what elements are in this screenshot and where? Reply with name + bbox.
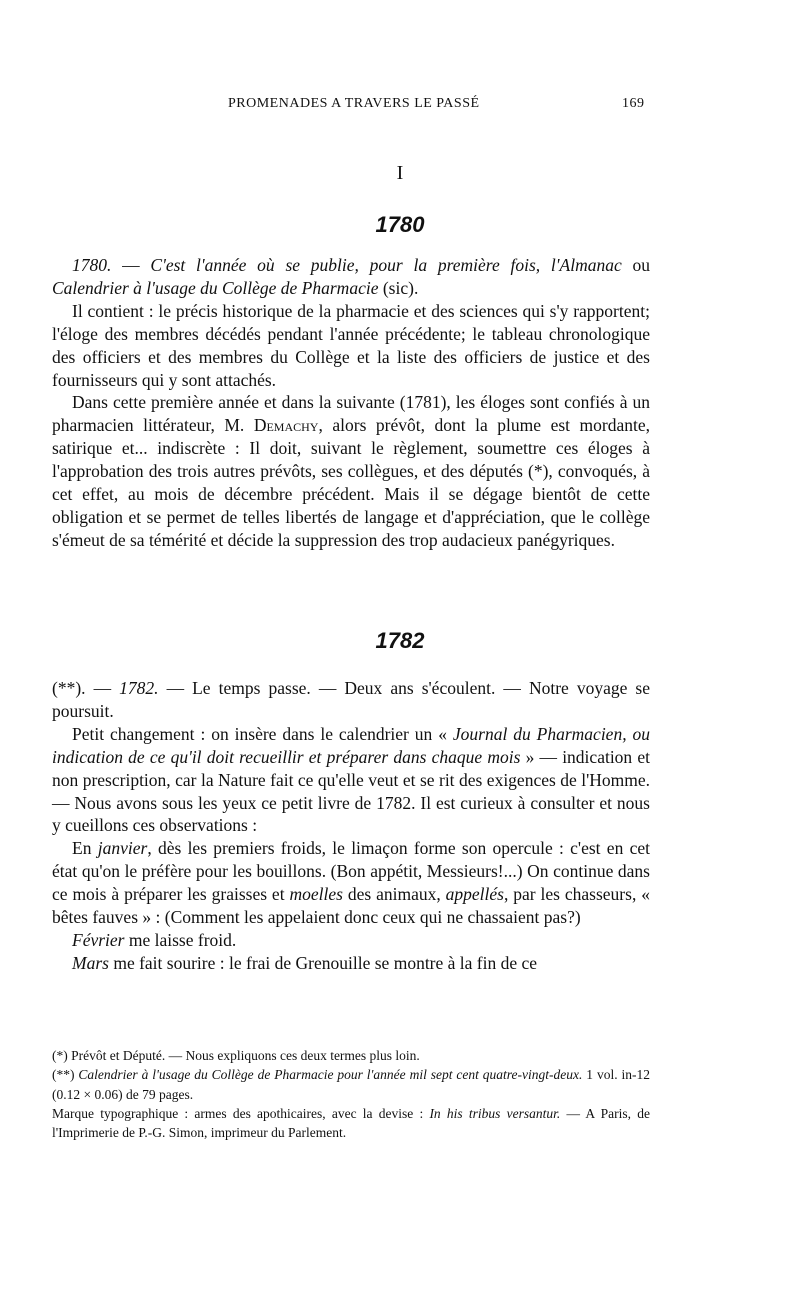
italic-text: In his tribus versantur. [429,1105,561,1121]
text: — Le temps passe. — Deux ans s'écoulent. — Notre voyage se poursuit. [52,678,651,721]
paragraph [52,952,650,975]
text: , alors prévôt, dont la plume est mordante, satirique et... indiscrète : Il doit, suivant le règlement, soumettre ces éloges à l'approbation des trois autres prévôts, ses collègues, et des députés (*), convoqués, à cet effet, au mois de décembre précédent. Mais il se dégage bientôt de cette obligation et se permet de telles libertés de langage et d'appréciation, que le collège s'émeut de sa témérité et décide la suppression des trop audacieux panégyriques. [52,415,651,550]
text: 1 vol. in-12 (0.12 × 0.06) de 79 pages. [52,1067,650,1102]
month-fevrier: Février [72,929,125,950]
italic-text: Calendrier à l'usage du Collège de Pharmacie pour l'année mil sept cent quatre-vingt-deux. [78,1067,583,1083]
text: En [72,838,98,859]
year-heading-1780: 1780 [375,212,425,237]
footnote-mark: (**). [52,678,86,698]
paragraph [52,723,650,838]
italic-year: 1782. [119,678,159,698]
text: ou [621,255,650,275]
text: , dès les premiers froids, le limaçon forme son opercule : c'est en cet état qu'on le préfère pour les bouillons. (Bon appétit, Messieurs!...) On continue dans ce mois à préparer les graisses et [52,838,650,905]
person-name: Demachy [253,415,319,436]
section-1782-body [52,677,650,975]
footnote-1: (*) Prévôt et Député. — Nous expliquons ces deux termes plus loin. [52,1048,420,1063]
italic-text: Journal du Pharmacien, ou indication de ce qu'il doit recueillir et préparer dans chaque mois [52,723,650,767]
section-number: I [396,162,404,184]
text: (sic). [378,277,419,298]
text: » — indication et non prescription, car la Nature fait ce qu'elle veut et se rit des exigences de l'Homme. — Nous avons sous les yeux ce petit livre de 1782. Il est curieux à consulter et nous y cueillons ces observations : [52,746,650,836]
footnote-mark: (**) [52,1067,79,1083]
paragraph: Il contient : le précis historique de la pharmacie et des sciences qui s'y rapportent; l'éloge des membres décédés pendant l'année précédente; le tableau chronologique des officiers et des membres du Collège et la liste des officiers de justice et des fournisseurs qui y sont attachés. [52,300,650,390]
italic-text: moelles [289,884,343,905]
paragraph [52,254,650,300]
text: Petit changement : on insère dans le calendrier un « [72,723,453,744]
footnote-2 [52,1065,650,1104]
footnotes [52,1046,650,1142]
paragraph [52,837,650,929]
italic-text: appellés [445,884,504,905]
paragraph [52,677,650,723]
italic-text: Calendrier à l'usage du Collège de Pharmacie [52,277,379,298]
text: des animaux, [342,884,446,905]
text: , par les chasseurs, « bêtes fauves » : (Comment les appelaient donc ceux qui ne chassaient pas?) [52,884,650,928]
year-heading-1782: 1782 [375,628,425,653]
italic-text: C'est l'année où se publie, pour la première fois, l'Almanac [150,255,622,275]
text: — A Paris, de l'Imprimerie de P.-G. Simon, imprimeur du Parlement. [52,1105,650,1141]
footnote-3 [52,1104,650,1143]
dash: — [111,255,151,275]
dash: — [85,678,120,698]
text: me laisse froid. [124,929,237,950]
paragraph [52,391,650,551]
running-title: PROMENADES A TRAVERS LE PASSÉ [228,96,480,111]
text: Dans cette première année et dans la suivante (1781), les éloges sont confiés à un pharmacien littérateur, M. [52,392,650,436]
paragraph [52,929,650,952]
page-number: 169 [622,96,645,111]
month-mars: Mars [72,952,109,973]
text: me fait sourire : le frai de Grenouille se montre à la fin de ce [108,952,538,973]
italic-year: 1780. [72,255,112,275]
month-janvier: janvier [97,838,148,859]
section-1780-body [52,254,650,552]
text: Marque typographique : armes des apothicaires, avec la devise : [52,1105,430,1121]
